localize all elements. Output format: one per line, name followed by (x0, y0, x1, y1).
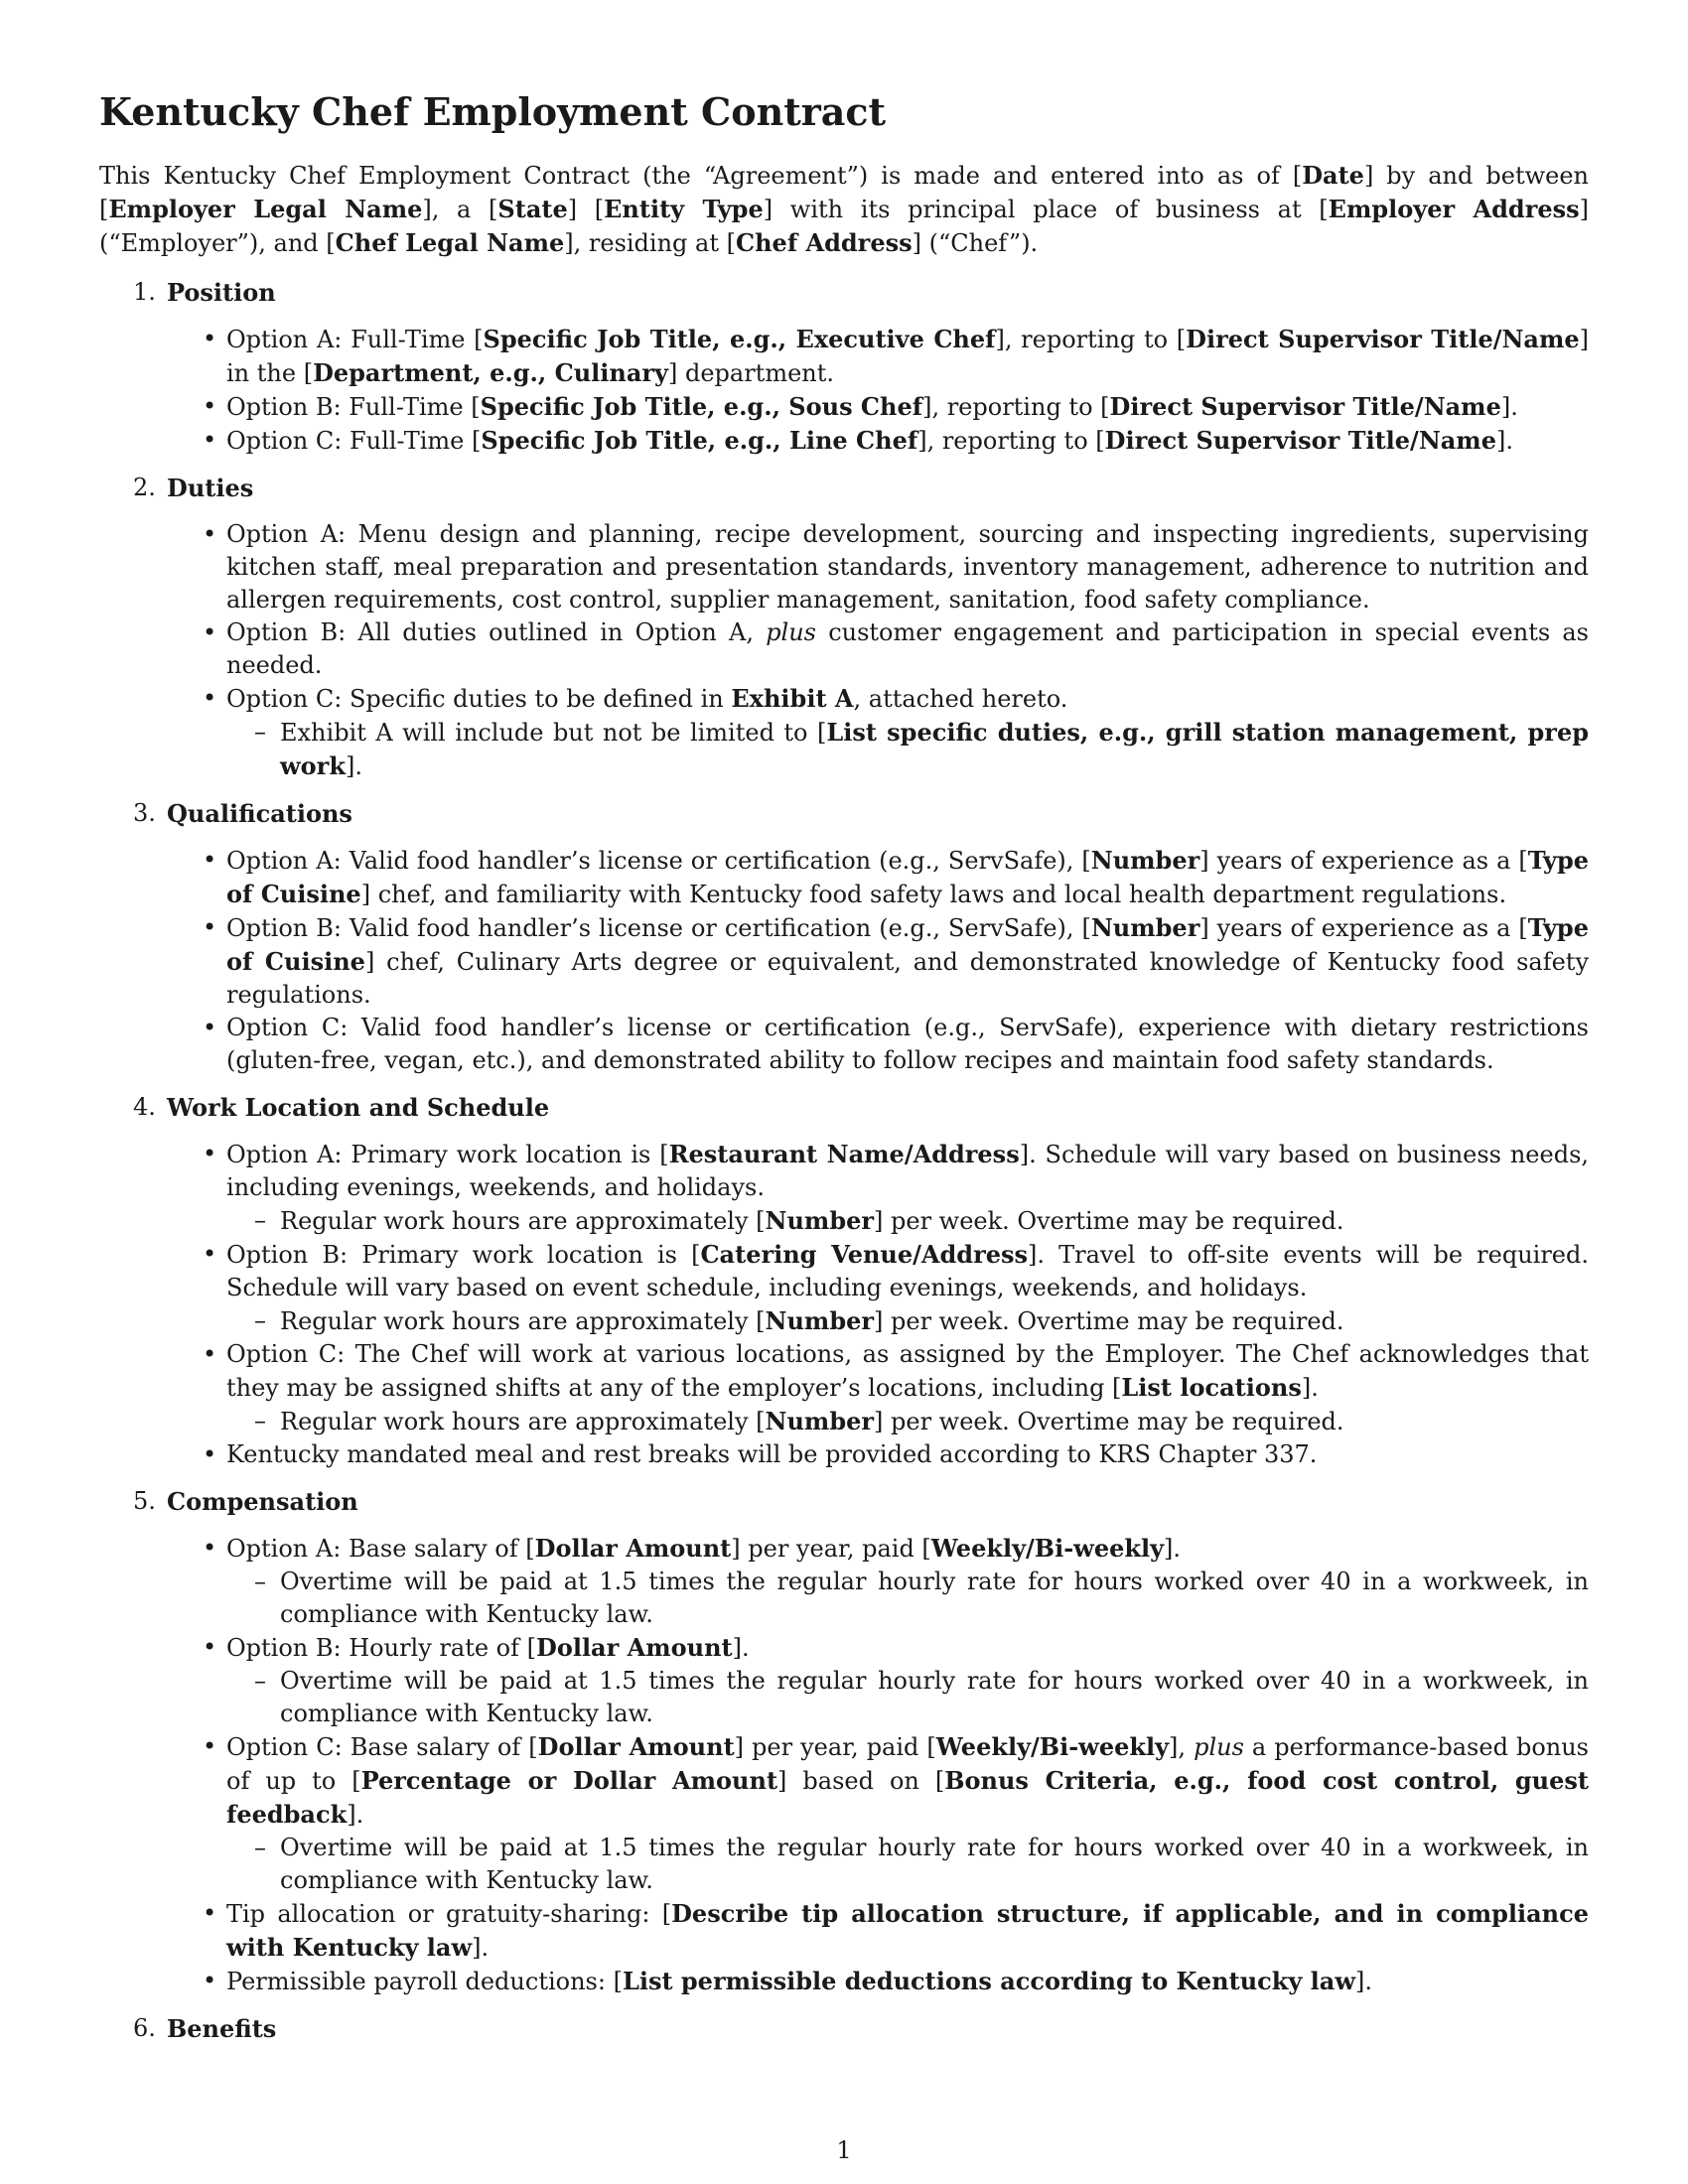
chef-address-placeholder: Chef Address (736, 228, 913, 257)
sub-item: – Regular work hours are approximately [Number] per week. Overtime may be required. (280, 1304, 1589, 1338)
intro-text: This Kentucky Chef Employment Contract (the “Agreement”) is made and entered into as of [ (99, 162, 1303, 190)
section-title: Compensation (167, 1487, 358, 1516)
section-heading (99, 2012, 1589, 2045)
option-item: • Option B: Primary work location is [Catering Venue/Address]. Travel to off-site events will be required. Schedule will vary based on event schedule, including evenings, weekends, and holidays. – Regular work hours are approximately [Number] per week. Overtime may be required. (226, 1238, 1589, 1338)
option-item: • Option A: Menu design and planning, recipe development, sourcing and inspecting ingredients, supervising kitchen staff, meal preparation and presentation standards, inventory management, adherence to nutrition and allergen requirements, cost control, supplier management, sanitation, food safety compliance. (226, 518, 1589, 616)
option-item: • Option A: Valid food handler’s license or certification (e.g., ServSafe), [Number] years of experience as a [Type of Cuisine] chef, and familiarity with Kentucky food safety laws and local health department regulations. (226, 844, 1589, 911)
sub-item: – Regular work hours are approximately [Number] per week. Overtime may be required. (280, 1405, 1589, 1438)
intro-text: ] [ (567, 196, 605, 223)
option-list (99, 1138, 1589, 1471)
intro-text: ], residing at [ (564, 229, 736, 257)
section-title: Benefits (167, 2014, 277, 2043)
sub-list (226, 1405, 1589, 1438)
section-title: Work Location and Schedule (167, 1093, 550, 1122)
contract-sections (99, 276, 1589, 2045)
intro-text: ] with its principal place of business at [ (763, 196, 1329, 223)
state-placeholder: State (497, 195, 568, 223)
option-list (99, 844, 1589, 1077)
chef-name-placeholder: Chef Legal Name (335, 228, 565, 257)
section-compensation (99, 1485, 1589, 1998)
option-item: • Kentucky mandated meal and rest breaks will be provided according to KRS Chapter 337. (226, 1438, 1589, 1471)
employer-address-placeholder: Employer Address (1328, 195, 1580, 223)
option-list (99, 518, 1589, 783)
sub-list (226, 1304, 1589, 1338)
section-heading (99, 1091, 1589, 1124)
employer-name-placeholder: Employer Legal Name (108, 195, 423, 223)
intro-text: ] by and between [ (99, 162, 1589, 223)
option-item: • Option C: Valid food handler’s license or certification (e.g., ServSafe), experience with dietary restrictions (gluten-free, vegan, etc.), and demonstrated ability to follow recipes and maintain food safety standards. (226, 1012, 1589, 1077)
option-list (99, 1532, 1589, 1998)
sub-item: – Overtime will be paid at 1.5 times the regular hourly rate for hours worked over 40 in a workweek, in compliance with Kentucky law. (280, 1566, 1589, 1631)
section-number: 1. (133, 278, 156, 306)
sub-item: – Regular work hours are approximately [Number] per week. Overtime may be required. (280, 1204, 1589, 1238)
section-number: 4. (133, 1093, 156, 1121)
sub-list (226, 1832, 1589, 1897)
option-item: • Option B: Full-Time [Specific Job Title, e.g., Sous Chef], reporting to [Direct Supervisor Title/Name]. (226, 390, 1589, 424)
option-item: • Option B: All duties outlined in Option A, plus customer engagement and participation in special events as needed. (226, 616, 1589, 682)
sub-list (226, 1566, 1589, 1631)
section-qualifications (99, 797, 1589, 1077)
intro-text: ] (“Employer”), and [ (99, 196, 1590, 257)
option-item: • Option C: The Chef will work at various locations, as assigned by the Employer. The Chef acknowledges that they may be assigned shifts at any of the employer’s locations, including [List locations]. – Regular work hours are approximately [Number] per week. Overtime may be required. (226, 1338, 1589, 1438)
section-heading (99, 797, 1589, 830)
section-title: Qualifications (167, 799, 352, 828)
section-position (99, 276, 1589, 458)
option-list (99, 323, 1589, 458)
section-heading (99, 1485, 1589, 1518)
option-item: • Option A: Base salary of [Dollar Amount] per year, paid [Weekly/Bi-weekly]. – Overtime will be paid at 1.5 times the regular hourly rate for hours worked over 40 in a workweek, in compliance with Kentucky law. (226, 1532, 1589, 1631)
option-item: • Option B: Hourly rate of [Dollar Amount]. – Overtime will be paid at 1.5 times the regular hourly rate for hours worked over 40 in a workweek, in compliance with Kentucky law. (226, 1631, 1589, 1730)
option-item: • Option C: Full-Time [Specific Job Title, e.g., Line Chef], reporting to [Direct Supervisor Title/Name]. (226, 424, 1589, 458)
section-heading (99, 276, 1589, 309)
option-item: • Tip allocation or gratuity-sharing: [Describe tip allocation structure, if applicable, and in compliance with Kentucky law]. (226, 1897, 1589, 1965)
option-item: • Option A: Primary work location is [Restaurant Name/Address]. Schedule will vary based on business needs, including evenings, weekends, and holidays. – Regular work hours are approximately [Number] per week. Overtime may be required. (226, 1138, 1589, 1238)
section-number: 5. (133, 1487, 156, 1515)
section-number: 3. (133, 799, 156, 827)
option-item: • Option C: Specific duties to be defined in Exhibit A, attached hereto. – Exhibit A will include but not be limited to [List specific duties, e.g., grill station management, prep work]. (226, 682, 1589, 783)
sub-list (226, 1665, 1589, 1730)
section-title: Duties (167, 474, 254, 502)
section-duties (99, 472, 1589, 783)
option-item: • Permissible payroll deductions: [List permissible deductions according to Kentucky law]. (226, 1965, 1589, 1998)
section-heading (99, 472, 1589, 504)
section-number: 2. (133, 474, 156, 501)
page-number: 1 (836, 2136, 852, 2164)
section-work-location (99, 1091, 1589, 1471)
sub-item: – Exhibit A will include but not be limited to [List specific duties, e.g., grill station management, prep work]. (280, 716, 1589, 783)
sub-list (226, 716, 1589, 783)
option-item: • Option C: Base salary of [Dollar Amount] per year, paid [Weekly/Bi-weekly], plus a performance-based bonus of up to [Percentage or Dollar Amount] based on [Bonus Criteria, e.g., food cost control, guest feedback]. – Overtime will be paid at 1.5 times the regular hourly rate for hours worked over 40 in a workweek, in compliance with Kentucky law. (226, 1730, 1589, 1897)
intro-paragraph (99, 159, 1589, 260)
sub-item: – Overtime will be paid at 1.5 times the regular hourly rate for hours worked over 40 in a workweek, in compliance with Kentucky law. (280, 1665, 1589, 1730)
section-title: Position (167, 278, 276, 307)
sub-item: – Overtime will be paid at 1.5 times the regular hourly rate for hours worked over 40 in a workweek, in compliance with Kentucky law. (280, 1832, 1589, 1897)
option-item: • Option B: Valid food handler’s license or certification (e.g., ServSafe), [Number] years of experience as a [Type of Cuisine] chef, Culinary Arts degree or equivalent, and demonstrated knowledge of Kentucky food safety regulations. (226, 911, 1589, 1012)
section-benefits (99, 2012, 1589, 2045)
date-placeholder: Date (1302, 161, 1364, 190)
option-item: • Option A: Full-Time [Specific Job Title, e.g., Executive Chef], reporting to [Direct Supervisor Title/Name] in the [Department, e.g., Culinary] department. (226, 323, 1589, 390)
intro-text: ], a [ (422, 196, 498, 223)
entity-type-placeholder: Entity Type (604, 195, 764, 223)
document-title: Kentucky Chef Employment Contract (99, 89, 887, 134)
intro-text: ] (“Chef”). (912, 229, 1039, 257)
sub-list (226, 1204, 1589, 1238)
contract-page (99, 87, 1589, 2059)
section-number: 6. (133, 2014, 156, 2042)
